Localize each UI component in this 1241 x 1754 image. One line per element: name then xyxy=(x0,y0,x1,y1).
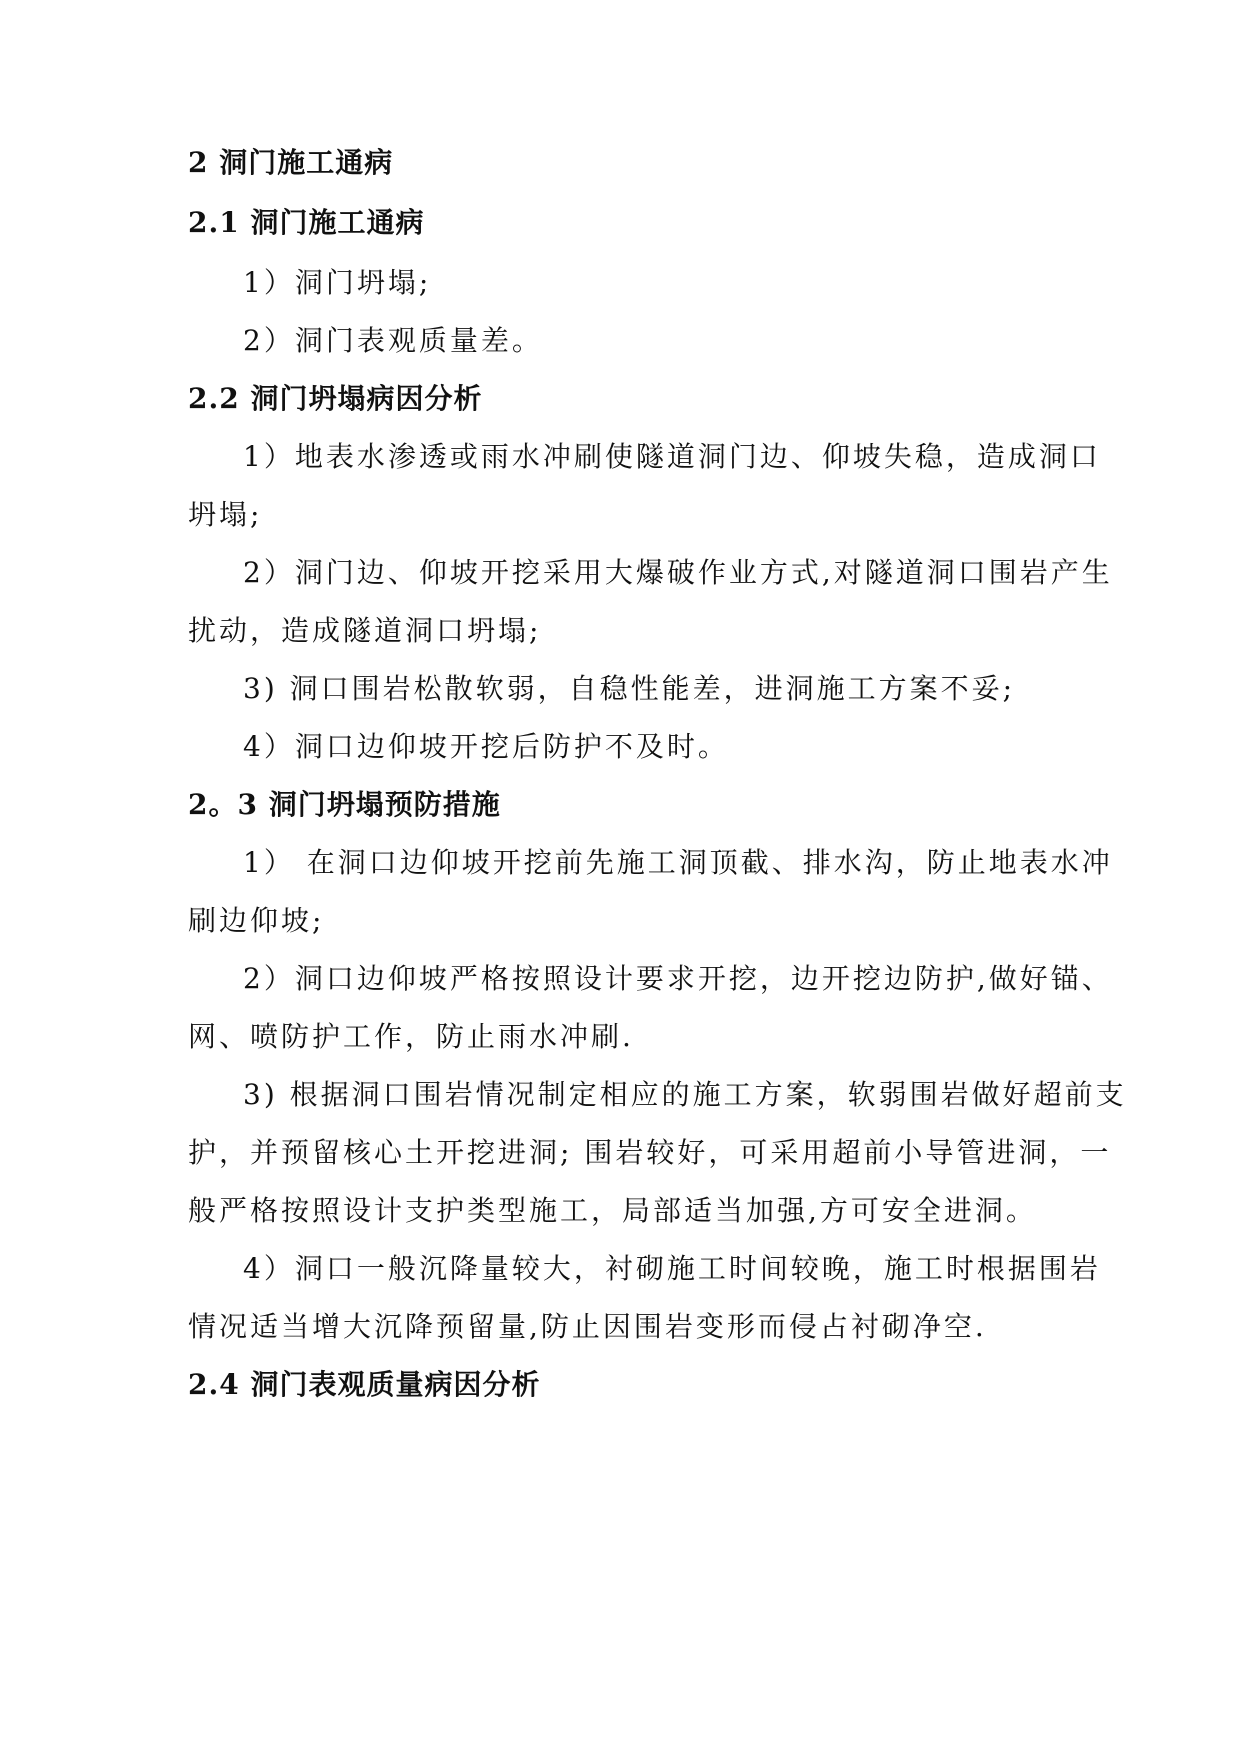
heading-2-1: 2.1 洞门施工通病 xyxy=(188,206,425,239)
paragraph-line: 般严格按照设计支护类型施工，局部适当加强,方可安全进洞。 xyxy=(188,1194,1037,1227)
list-item: 2）洞门表观质量差。 xyxy=(243,324,543,357)
heading-2-3: 2。3 洞门坍塌预防措施 xyxy=(188,788,501,821)
paragraph-line: 4）洞口边仰坡开挖后防护不及时。 xyxy=(243,730,729,763)
paragraph-line: 刷边仰坡; xyxy=(188,904,325,937)
list-item: 1）洞门坍塌; xyxy=(243,266,432,299)
paragraph-line: 情况适当增大沉降预留量,防止因围岩变形而侵占衬砌净空. xyxy=(188,1310,987,1343)
paragraph-line: 2）洞口边仰坡严格按照设计要求开挖，边开挖边防护,做好锚、 xyxy=(243,962,1113,995)
heading-2-2: 2.2 洞门坍塌病因分析 xyxy=(188,382,483,415)
paragraph-line: 护，并预留核心土开挖进洞; 围岩较好，可采用超前小导管进洞，一 xyxy=(188,1136,1112,1169)
paragraph-line: 扰动，造成隧道洞口坍塌; xyxy=(188,614,542,647)
heading-2-4: 2.4 洞门表观质量病因分析 xyxy=(188,1368,541,1401)
paragraph-line: 2）洞门边、仰坡开挖采用大爆破作业方式,对隧道洞口围岩产生 xyxy=(243,556,1113,589)
paragraph-line: 网、喷防护工作，防止雨水冲刷. xyxy=(188,1020,634,1053)
paragraph-line: 3) 根据洞口围岩情况制定相应的施工方案，软弱围岩做好超前支 xyxy=(243,1078,1127,1111)
paragraph-line: 1） 在洞口边仰坡开挖前先施工洞顶截、排水沟，防止地表水冲 xyxy=(243,846,1113,879)
paragraph-line: 1）地表水渗透或雨水冲刷使隧道洞门边、仰坡失稳，造成洞口 xyxy=(243,440,1101,473)
paragraph-line: 3) 洞口围岩松散软弱，自稳性能差，进洞施工方案不妥; xyxy=(243,672,1016,705)
paragraph-line: 坍塌; xyxy=(188,498,263,531)
paragraph-line: 4）洞口一般沉降量较大，衬砌施工时间较晚，施工时根据围岩 xyxy=(243,1252,1101,1285)
heading-section-2: 2 洞门施工通病 xyxy=(188,146,394,179)
